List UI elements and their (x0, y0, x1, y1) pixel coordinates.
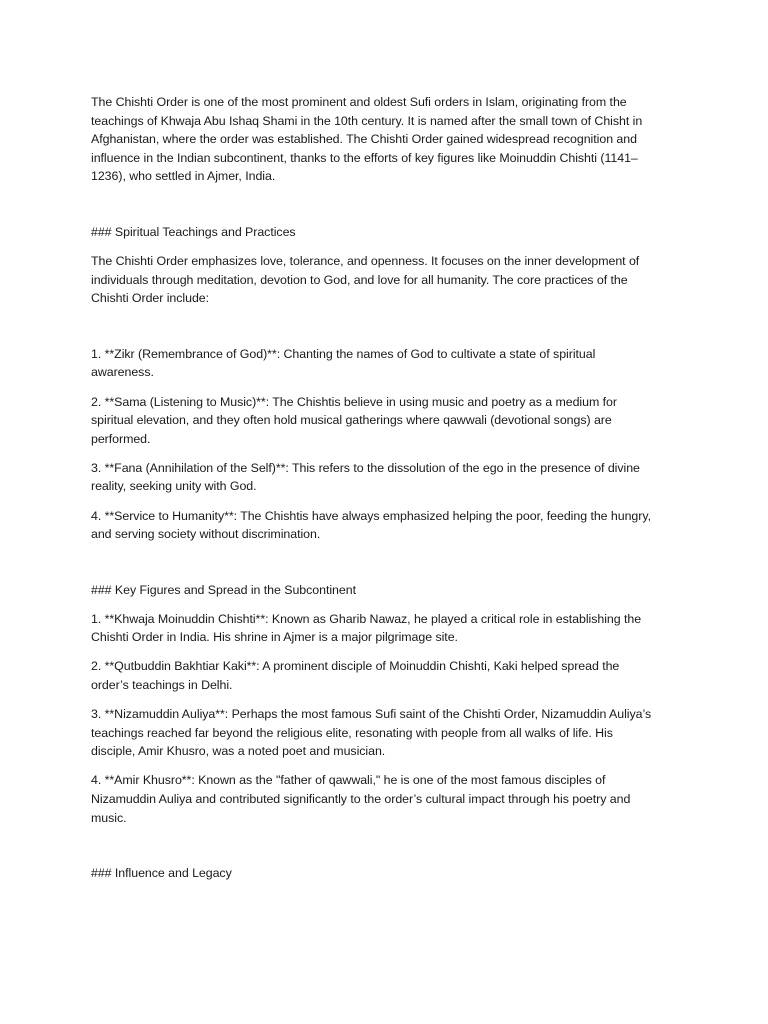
list-item-sama: 2. **Sama (Listening to Music)**: The Chishtis believe in using music and poetry as a medium for spiritual elevation, and they often hold musical gatherings where qawwali (devotional songs) are performed. (91, 394, 617, 446)
list-item-moinuddin: 1. **Khwaja Moinuddin Chishti**: Known as Gharib Nawaz, he played a critical role in establishing the Chishti Order in India. His shrine in Ajmer is a major pilgrimage site. (91, 611, 642, 645)
list-item-zikr: 1. **Zikr (Remembrance of God)**: Chanting the names of God to cultivate a state of spiritual awareness. (91, 346, 596, 380)
list-item-nizamuddin: 3. **Nizamuddin Auliya**: Perhaps the most famous Sufi saint of the Chishti Order, Nizamuddin Auliya’s teachings reached far beyond the religious elite, resonating with people from all walks of life. His disciple, Amir Khusro, was a noted poet and musician. (91, 707, 652, 759)
list-item-qutbuddin: 2. **Qutbuddin Bakhtiar Kaki**: A prominent disciple of Moinuddin Chishti, Kaki helped spread the order’s teachings in Delhi. (91, 659, 620, 693)
document-page (91, 93, 686, 883)
list-item-amir-khusro: 4. **Amir Khusro**: Known as the "father of qawwali," he is one of the most famous disciples of Nizamuddin Auliya and contributed significantly to the order’s cultural impact through his poetry and music. (91, 773, 631, 825)
section-heading-influence-legacy: ### Influence and Legacy (91, 866, 232, 881)
list-item-service: 4. **Service to Humanity**: The Chishtis have always emphasized helping the poor, feeding the hungry, and serving society without discrimination. (91, 508, 651, 542)
list-item-fana: 3. **Fana (Annihilation of the Self)**: This refers to the dissolution of the ego in the presence of divine reality, seeking unity with God. (91, 460, 640, 494)
section-heading-spiritual-teachings: ### Spiritual Teachings and Practices (91, 224, 296, 239)
intro-paragraph: The Chishti Order is one of the most prominent and oldest Sufi orders in Islam, originating from the teachings of Khwaja Abu Ishaq Shami in the 10th century. It is named after the small town of Chisht in Afghanistan, where the order was established. The Chishti Order gained widespread recognition and influence in the Indian subcontinent, thanks to the efforts of key figures like Moinuddin Chishti (1141– 1236), who settled in Ajmer, India. (91, 95, 643, 184)
section-paragraph-spiritual-teachings: The Chishti Order emphasizes love, tolerance, and openness. It focuses on the inner development of individuals through meditation, devotion to God, and love for all humanity. The core practices of the Chishti Order include: (91, 254, 640, 306)
section-heading-key-figures: ### Key Figures and Spread in the Subcontinent (91, 582, 356, 597)
